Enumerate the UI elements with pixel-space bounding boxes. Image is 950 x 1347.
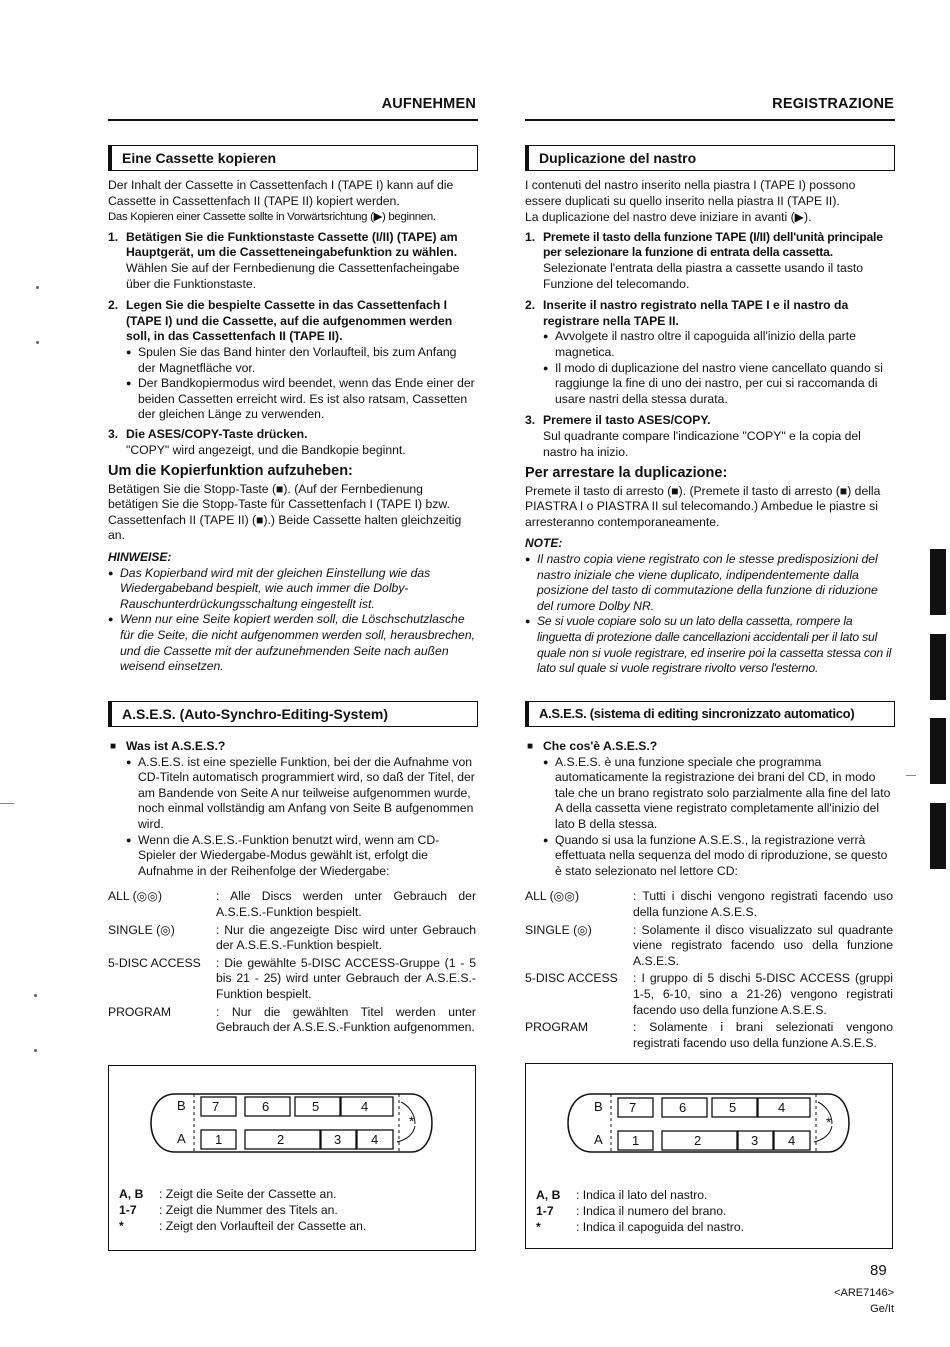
track-label: 7 xyxy=(212,1099,220,1114)
track-label: 7 xyxy=(629,1100,637,1115)
step-number: 1. xyxy=(525,229,536,244)
cassette-illustration xyxy=(109,1066,475,1176)
section-title-ases-it: A.S.E.S. (sistema di editing sincronizzato automatico) xyxy=(525,701,895,727)
step-bullet: ● Spulen Sie das Band hinter den Vorlaufteil, bis zum Anfang der Magnetfläche vor. xyxy=(126,345,476,376)
step-instruction: Betätigen Sie die Funktionstaste Cassette (I/II) (TAPE) am Hauptgerät, um die Cassetteneingabefunktion zu wählen. xyxy=(126,229,458,260)
mode-desc: : Nur die gewählten Titel werden unter Gebrauch der A.S.E.S.-Funktion aufgenommen. xyxy=(216,1004,476,1035)
step-bullet: ● Avvolgete il nastro oltre il capoguida all'inizio della parte magnetica. xyxy=(543,329,893,360)
track-label: 4 xyxy=(361,1099,369,1114)
section-title-copy-it: Duplicazione del nastro xyxy=(525,145,895,171)
track-label: 2 xyxy=(277,1132,285,1147)
step-instruction: Die ASES/COPY-Taste drücken. xyxy=(126,426,308,441)
step-number: 3. xyxy=(108,426,119,441)
mode-desc: : Solamente il disco visualizzato sul quadrante viene registrato facendo uso della funzione A.S.E.S. xyxy=(633,922,893,968)
note-item: ● Wenn nur eine Seite kopiert werden soll, die Löschschutzlasche für die Seite, die nicht aufgenommen werden soll, herausbrechen, und die Cassette mit der aufzunehmenden Seite nach außen weisend einsetzen. xyxy=(108,612,476,674)
ases-bullet: ● Wenn die A.S.E.S.-Funktion benutzt wird, wenn am CD-Spieler der Wiedergabe-Modus gewählt ist, erfolgt die Aufnahme in der Reihenfolge der Wiedergabe: xyxy=(126,833,476,880)
mode-desc: : Die gewählte 5-DISC ACCESS-Gruppe (1 - 5 bis 21 - 25) wird unter Gebrauch der A.S.E.S.-Funktion bespielt. xyxy=(216,955,476,1001)
mode-desc: : Solamente i brani selezionati vengono registrati facendo uso della funzione A.S.E.S. xyxy=(633,1020,893,1050)
legend-desc: : Indica il numero del brano. xyxy=(576,1204,727,1218)
legend-desc: : Zeigt den Vorlaufteil der Cassette an. xyxy=(159,1219,367,1233)
step-bullet: ● Der Bandkopiermodus wird beendet, wenn das Ende einer der beiden Cassetten erreicht wird. Es ist also ratsam, Cassetten der gleichen Länge zu verwenden. xyxy=(126,376,476,423)
scan-speck xyxy=(34,1049,37,1052)
track-label: 5 xyxy=(729,1100,737,1115)
thumb-index-mark xyxy=(930,803,946,869)
step-detail: Wählen Sie auf der Fernbedienung die Cassettenfacheingabe über die Funktionstaste. xyxy=(126,260,460,291)
ases-bullet: ● A.S.E.S. è una funzione speciale che programma automaticamente la registrazione dei brani del CD, in modo tale che un brano registrato solo parzialmente alla fine del lato A della cassetta viene registrato completamente all'inizio del lato B della stessa. xyxy=(543,755,893,833)
legend-key: 1-7 xyxy=(536,1204,554,1218)
a-tracks xyxy=(618,1131,810,1150)
header-rule-right xyxy=(525,119,895,121)
mode-all xyxy=(525,889,893,920)
track-label: 2 xyxy=(694,1133,702,1148)
section-title-ases-de: A.S.E.S. (Auto-Synchro-Editing-System) xyxy=(108,701,478,727)
mode-key: PROGRAM xyxy=(108,1004,171,1019)
track-label: 6 xyxy=(679,1100,687,1115)
modes-list xyxy=(525,889,893,1051)
mode-key: 5-DISC ACCESS xyxy=(525,971,618,986)
step-number: 1. xyxy=(108,229,119,244)
legend-row xyxy=(119,1186,366,1202)
track-label: 3 xyxy=(751,1133,759,1148)
mode-program xyxy=(108,1005,476,1036)
track-label: 4 xyxy=(788,1133,796,1148)
step-1 xyxy=(525,230,893,292)
mode-single xyxy=(108,923,476,954)
intro-text: I contenuti del nastro inserito nella piastra I (TAPE I) possono essere duplicati su quello inserito nella piastra II (TAPE II). xyxy=(525,178,856,208)
stop-text: Betätigen Sie die Stopp-Taste (■). (Auf der Fernbedienung betätigen Sie die Stopp-Taste für Cassettenfach I (TAPE I) bzw. Cassettenfach II (TAPE II) (■).) Beide Cassette halten gleichzeitig an. xyxy=(108,481,462,543)
step-3 xyxy=(108,427,476,458)
legend-key: * xyxy=(536,1220,541,1234)
step-1 xyxy=(108,230,476,292)
doc-code xyxy=(834,1285,894,1317)
leader-mark: * xyxy=(826,1114,832,1130)
mode-desc: : I gruppo di 5 dischi 5-DISC ACCESS (gruppi 1-5, 6-10, sino a 21-26) vengono registrati facendo uso della funzione A.S.E.S. xyxy=(633,971,893,1017)
legend-key: A, B xyxy=(119,1187,144,1201)
cassette-diagram-it xyxy=(525,1063,893,1249)
track-label: 4 xyxy=(371,1132,379,1147)
thumb-index-mark xyxy=(930,549,946,615)
scan-speck xyxy=(36,341,39,344)
legend-key: A, B xyxy=(536,1188,561,1202)
scan-mark xyxy=(906,775,916,776)
legend-key: 1-7 xyxy=(119,1203,137,1217)
legend-row xyxy=(119,1202,366,1218)
model-code: <ARE7146> xyxy=(834,1287,894,1299)
running-header-right: REGISTRAZIONE xyxy=(772,96,894,112)
mode-key: ALL (◎◎) xyxy=(525,889,580,904)
note-item: ● Se si vuole copiare solo su un lato della cassetta, rompere la linguetta di protezione dalle cancellazioni accidentali per il lato sul quale non si vuole registrare, ed inserire poi la cassetta stessa con il lato sul quale si vuole registrare rivolto verso l'esterno. xyxy=(525,614,893,676)
note-item: ● Il nastro copia viene registrato con le stesse predisposizioni del nastro iniziale che viene duplicato, indipendentemente dalla posizione del tasto di commutazione della funzione di riduzione del rumore Dolby NR. xyxy=(525,552,893,614)
mode-all xyxy=(108,889,476,920)
header-rule-left xyxy=(108,119,478,121)
diagram-legend xyxy=(119,1186,366,1234)
legend-row xyxy=(536,1219,744,1235)
mode-key: SINGLE (◎) xyxy=(525,922,592,937)
step-bullet: ● Il modo di duplicazione del nastro viene cancellato quando si raggiunge la fine di uno dei nastro, per cui si raccomanda di usare nastri della stessa durata. xyxy=(543,361,893,408)
step-instruction: Inserite il nastro registrato nella TAPE I e il nastro da registrare nella TAPE II. xyxy=(543,298,849,328)
track-label: 5 xyxy=(312,1099,320,1114)
note-item: ● Das Kopierband wird mit der gleichen Einstellung wie das Wiedergabeband bespielt, wie auch immer die Dolby-Rauschunterdrückungsschaltung eingestellt ist. xyxy=(108,566,476,613)
stop-text: Premete il tasto di arresto (■). (Premete il tasto di arresto (■) della PIASTRA I o PIASTRA II sul telecomando.) Ambedue le piastre si arresteranno contemporaneamente. xyxy=(525,483,881,529)
scan-mark xyxy=(0,803,14,804)
intro-text-2: Das Kopieren einer Cassette sollte in Vorwärtsrichtung (▶) beginnen. xyxy=(108,211,436,224)
a-tracks xyxy=(201,1130,393,1149)
section-ases-it xyxy=(525,735,893,1053)
notes-heading: NOTE: xyxy=(525,536,563,551)
mode-single xyxy=(525,923,893,970)
legend-key: * xyxy=(119,1219,124,1233)
track-label: 1 xyxy=(632,1133,640,1148)
track-label: 3 xyxy=(334,1132,342,1147)
cassette-illustration xyxy=(526,1064,892,1174)
side-a-label: A xyxy=(594,1132,603,1147)
section-copy-it xyxy=(525,178,893,677)
scan-speck xyxy=(34,994,37,997)
intro-text-2: La duplicazione del nastro deve iniziare in avanti (▶). xyxy=(525,210,812,225)
section-ases-de xyxy=(108,735,476,1038)
legend-desc: : Indica il lato del nastro. xyxy=(576,1188,708,1202)
notes-heading: HINWEISE: xyxy=(108,550,172,565)
step-detail: Sul quadrante compare l'indicazione "COPY" e la copia del nastro ha inizio. xyxy=(543,428,861,459)
step-detail: "COPY" wird angezeigt, und die Bandkopie beginnt. xyxy=(126,442,406,457)
mode-5disc xyxy=(525,971,893,1018)
leader-mark: * xyxy=(409,1113,415,1129)
legend-row xyxy=(536,1187,744,1203)
intro-text: Der Inhalt der Cassette in Cassettenfach I (TAPE I) kann auf die Cassette in Cassettenfach II (TAPE II) kopiert werden. xyxy=(108,178,454,208)
mode-desc: : Nur die angezeigte Disc wird unter Gebrauch der A.S.E.S.-Funktion bespielt. xyxy=(216,922,476,953)
running-header-left: AUFNEHMEN xyxy=(381,96,476,112)
track-label: 1 xyxy=(215,1132,223,1147)
step-number: 2. xyxy=(108,298,119,313)
section-title-copy-de: Eine Cassette kopieren xyxy=(108,145,478,171)
mode-key: SINGLE (◎) xyxy=(108,922,175,937)
mode-program xyxy=(525,1020,893,1051)
mode-key: PROGRAM xyxy=(525,1020,588,1035)
step-number: 2. xyxy=(525,298,536,313)
steps-list xyxy=(525,230,893,460)
step-2 xyxy=(525,298,893,407)
step-instruction: Legen Sie die bespielte Cassette in das Cassettenfach I (TAPE I) und die Cassette, auf die aufgenommen werden soll, in das Cassettenfach II (TAPE II). xyxy=(126,298,453,344)
step-instruction: Premere il tasto ASES/COPY. xyxy=(543,413,711,428)
stop-heading: Um die Kopierfunktion aufzuheben: xyxy=(108,463,353,480)
side-b-label: B xyxy=(177,1098,186,1113)
mode-desc: : Alle Discs werden unter Gebrauch der A.S.E.S.-Funktion bespielt. xyxy=(216,889,476,919)
ases-question: ■ Che cos'è A.S.E.S.? xyxy=(525,739,893,755)
legend-row xyxy=(536,1203,744,1219)
step-2 xyxy=(108,298,476,423)
ases-question: ■ Was ist A.S.E.S.? xyxy=(108,739,476,755)
thumb-index-mark xyxy=(930,718,946,784)
modes-list xyxy=(108,889,476,1035)
mode-5disc xyxy=(108,956,476,1003)
side-a-label: A xyxy=(177,1131,186,1146)
cassette-diagram-de xyxy=(108,1065,476,1251)
legend-row xyxy=(119,1218,366,1234)
steps-list xyxy=(108,230,476,458)
track-label: 4 xyxy=(778,1100,786,1115)
page-number: 89 xyxy=(870,1262,887,1279)
thumb-index-mark xyxy=(930,634,946,700)
legend-desc: : Zeigt die Seite der Cassette an. xyxy=(159,1187,337,1201)
diagram-legend xyxy=(536,1187,744,1235)
stop-heading: Per arrestare la duplicazione: xyxy=(525,465,728,482)
mode-key: ALL (◎◎) xyxy=(108,889,163,904)
ases-bullet: ● Quando si usa la funzione A.S.E.S., la registrazione verrà effettuata nella sequenza del modo di riproduzione, se questo è stato selezionato nel lettore CD: xyxy=(543,833,893,880)
step-detail: Selezionate l'entrata della piastra a cassette usando il tasto Funzione del telecomando. xyxy=(543,260,864,291)
mode-key: 5-DISC ACCESS xyxy=(108,955,201,970)
legend-desc: : Zeigt die Nummer des Titels an. xyxy=(159,1203,338,1217)
track-label: 6 xyxy=(262,1099,270,1114)
step-number: 3. xyxy=(525,413,536,428)
language-code: Ge/It xyxy=(870,1303,894,1315)
step-3 xyxy=(525,413,893,460)
scan-speck xyxy=(36,286,39,289)
legend-desc: : Indica il capoguida del nastro. xyxy=(576,1220,745,1234)
step-instruction: Premete il tasto della funzione TAPE (I/II) dell'unità principale per selezionare la funzione di entrata della cassetta. xyxy=(543,229,883,260)
side-b-label: B xyxy=(594,1099,603,1114)
ases-bullet: ● A.S.E.S. ist eine spezielle Funktion, bei der die Aufnahme von CD-Titeln automatisch programmiert wird, so daß der Titel, der am Bandende von Seite A nur teilweise aufgenommen wurde, noch einmal vollständig am Anfang von Seite B aufgenommen wird. xyxy=(126,755,476,833)
mode-desc: : Tutti i dischi vengono registrati facendo uso della funzione A.S.E.S. xyxy=(633,889,893,919)
section-copy-de xyxy=(108,178,476,675)
